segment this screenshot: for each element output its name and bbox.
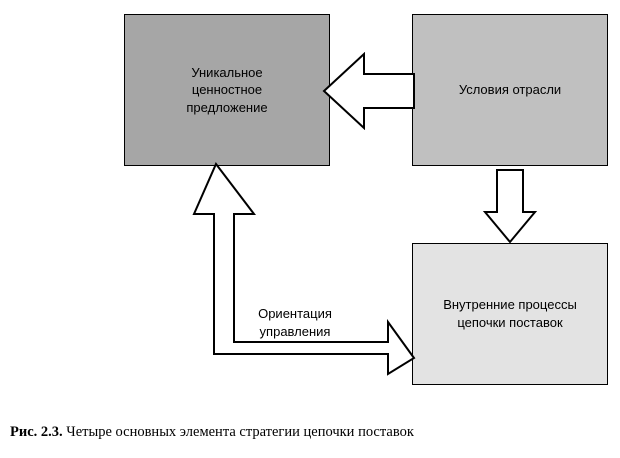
arrow-label-line1: Ориентация <box>258 306 332 321</box>
diagram-box-label-line3: предложение <box>186 99 268 115</box>
diagram-box-label-line2: ценностное <box>191 82 263 98</box>
diagram-box-internal-processes <box>412 243 608 385</box>
diagram-box-label-line2: цепочки поставок <box>457 315 563 330</box>
figure-caption-text: Четыре основных элемента стратегии цепочки поставок <box>62 424 414 440</box>
diagram-box-label <box>186 64 267 117</box>
diagram-box-label <box>443 296 577 331</box>
arrow-industry-to-uvp <box>322 52 416 130</box>
figure-caption-number: Рис. 2.3. <box>10 424 63 440</box>
diagram-box-industry-conditions <box>412 14 608 166</box>
arrow-internal-to-uvp <box>176 162 416 378</box>
figure-caption <box>10 424 610 441</box>
arrow-label-management-orientation <box>240 305 350 340</box>
diagram-box-label-line1: Внутренние процессы <box>443 297 577 313</box>
arrow-label-line2: управления <box>259 323 331 339</box>
arrow-industry-to-internal <box>482 168 538 244</box>
diagram-box-unique-value-proposition <box>124 14 330 166</box>
diagram-box-label-line1: Уникальное <box>191 64 263 80</box>
diagram-box-label: Условия отрасли <box>458 82 562 98</box>
